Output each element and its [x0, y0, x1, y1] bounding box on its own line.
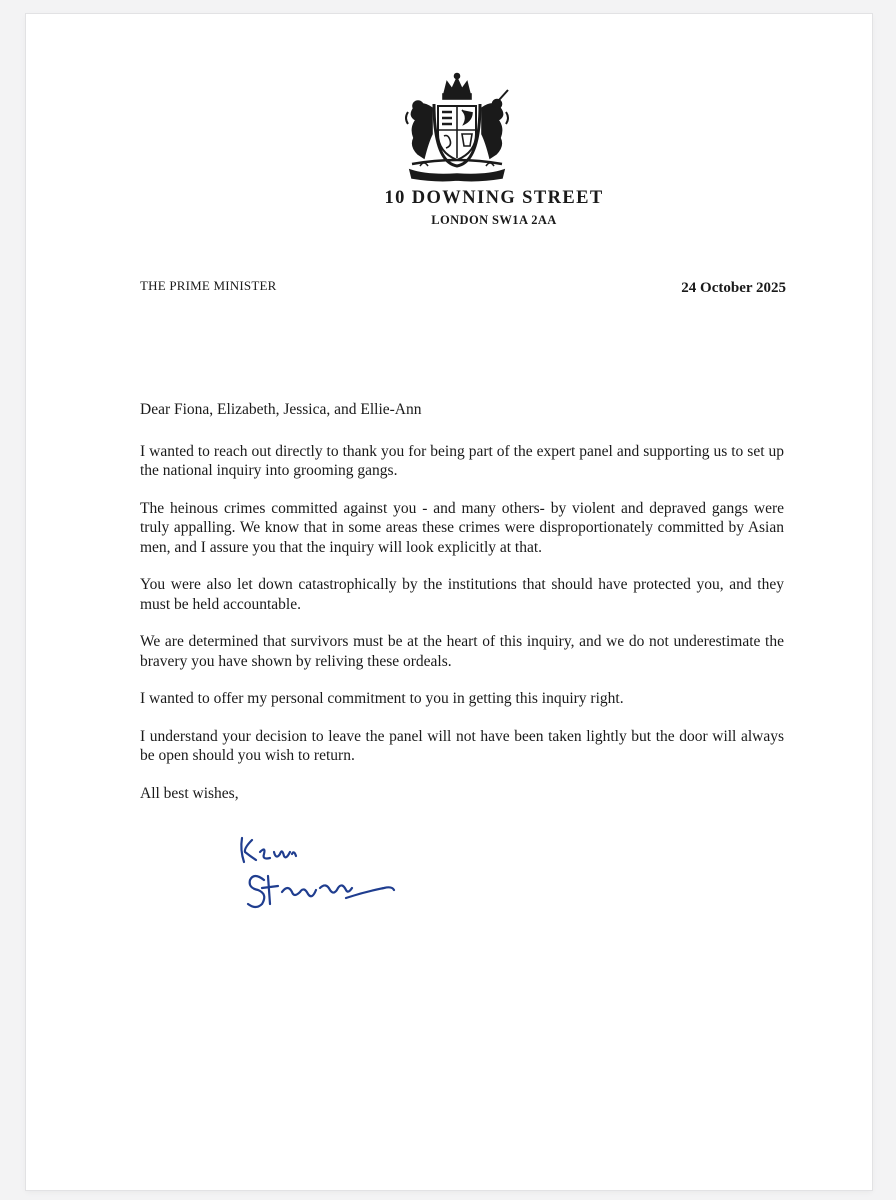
paragraph-4: We are determined that survivors must be at the heart of this inquiry, and we do not underestimate the bravery you have shown by reliving these ordeals.: [140, 633, 784, 670]
paragraph-5: I wanted to offer my personal commitment to you in getting this inquiry right.: [140, 690, 624, 707]
paragraph-3: You were also let down catastrophically by the institutions that should have protected you, and they must be held accountable.: [140, 576, 784, 613]
paragraph-6: I understand your decision to leave the panel will not have been taken lightly but the door will always be open should you wish to return.: [140, 727, 784, 764]
letter-date: 24 October 2025: [681, 280, 786, 296]
paragraph-1: I wanted to reach out directly to thank you for being part of the expert panel and supporting us to set up the national inquiry into grooming gangs.: [140, 442, 784, 479]
handwritten-signature: [234, 832, 402, 918]
sender-title: THE PRIME MINISTER: [140, 278, 277, 293]
salutation: Dear Fiona, Elizabeth, Jessica, and Ellie-Ann: [140, 401, 422, 418]
royal-coat-of-arms-icon: [398, 72, 516, 184]
paragraph-2: The heinous crimes committed against you - and many others- by violent and depraved gangs were truly appalling. We know that in some areas these crimes were disproportionately committed by Asian men, and I assure you that the inquiry will look explicitly at that.: [140, 499, 784, 556]
letterhead-address-line-1: 10 DOWNING STREET: [384, 188, 604, 208]
letterhead-address-line-2: LONDON SW1A 2AA: [431, 213, 557, 227]
letter-page: [26, 14, 872, 1190]
closing: All best wishes,: [140, 784, 239, 802]
letter-body: [140, 400, 784, 821]
